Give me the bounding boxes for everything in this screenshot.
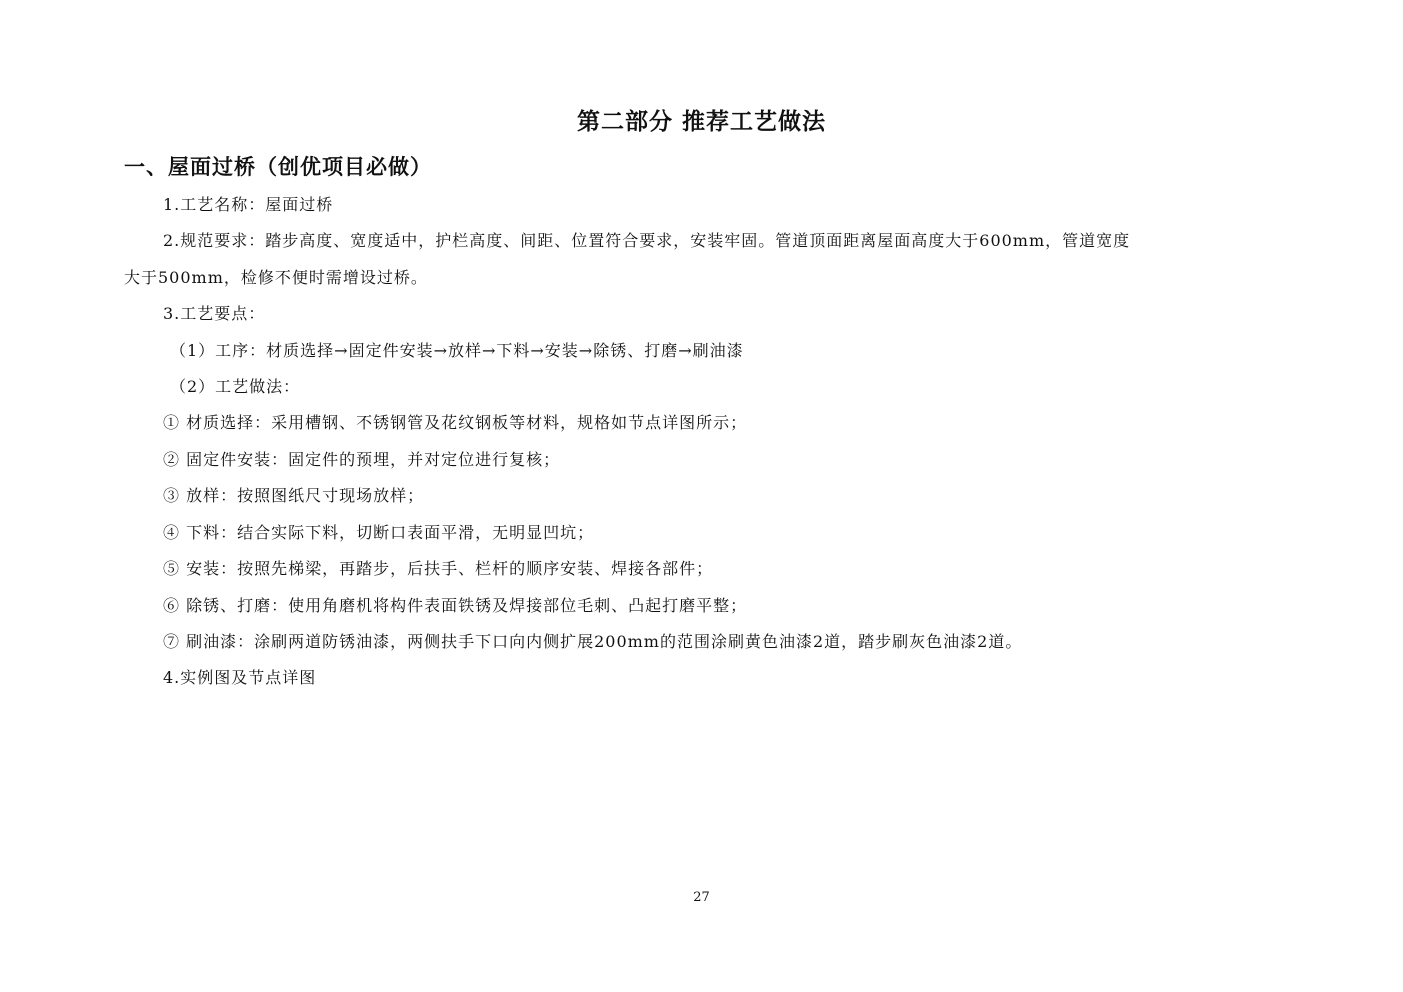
step-procedure: （1）工序：材质选择→固定件安装→放样→下料→安装→除锈、打磨→刷油漆 [170, 341, 744, 360]
item-examples-details: 4.实例图及节点详图 [163, 668, 317, 687]
method-item-installation: ⑤ 安装：按照先梯梁，再踏步，后扶手、栏杆的顺序安装、焊接各部件； [163, 559, 714, 578]
method-item-cutting: ④ 下料：结合实际下料，切断口表面平滑，无明显凹坑； [163, 523, 595, 542]
step-method: （2）工艺做法： [170, 377, 301, 396]
page-number: 27 [693, 890, 710, 905]
item-process-points: 3.工艺要点： [163, 304, 266, 323]
item-spec-requirements-continued: 大于500mm，检修不便时需增设过桥。 [124, 268, 428, 287]
method-item-material: ① 材质选择：采用槽钢、不锈钢管及花纹钢板等材料，规格如节点详图所示； [163, 413, 748, 432]
section-heading: 一、屋面过桥（创优项目必做） [124, 155, 432, 179]
method-item-fixing: ② 固定件安装：固定件的预埋，并对定位进行复核； [163, 450, 561, 469]
page-title: 第二部分 推荐工艺做法 [576, 109, 826, 135]
item-process-name: 1.工艺名称：屋面过桥 [163, 195, 334, 214]
method-item-painting: ⑦ 刷油漆：涂刷两道防锈油漆，两侧扶手下口向内侧扩展200mm的范围涂刷黄色油漆2道，踏步刷灰色油漆2道。 [163, 632, 1023, 651]
method-item-derusting: ⑥ 除锈、打磨：使用角磨机将构件表面铁锈及焊接部位毛刺、凸起打磨平整； [163, 596, 748, 615]
item-spec-requirements: 2.规范要求：踏步高度、宽度适中，护栏高度、间距、位置符合要求，安装牢固。管道顶面距离屋面高度大于600mm，管道宽度 [163, 231, 1131, 250]
method-item-layout: ③ 放样：按照图纸尺寸现场放样； [163, 486, 425, 505]
